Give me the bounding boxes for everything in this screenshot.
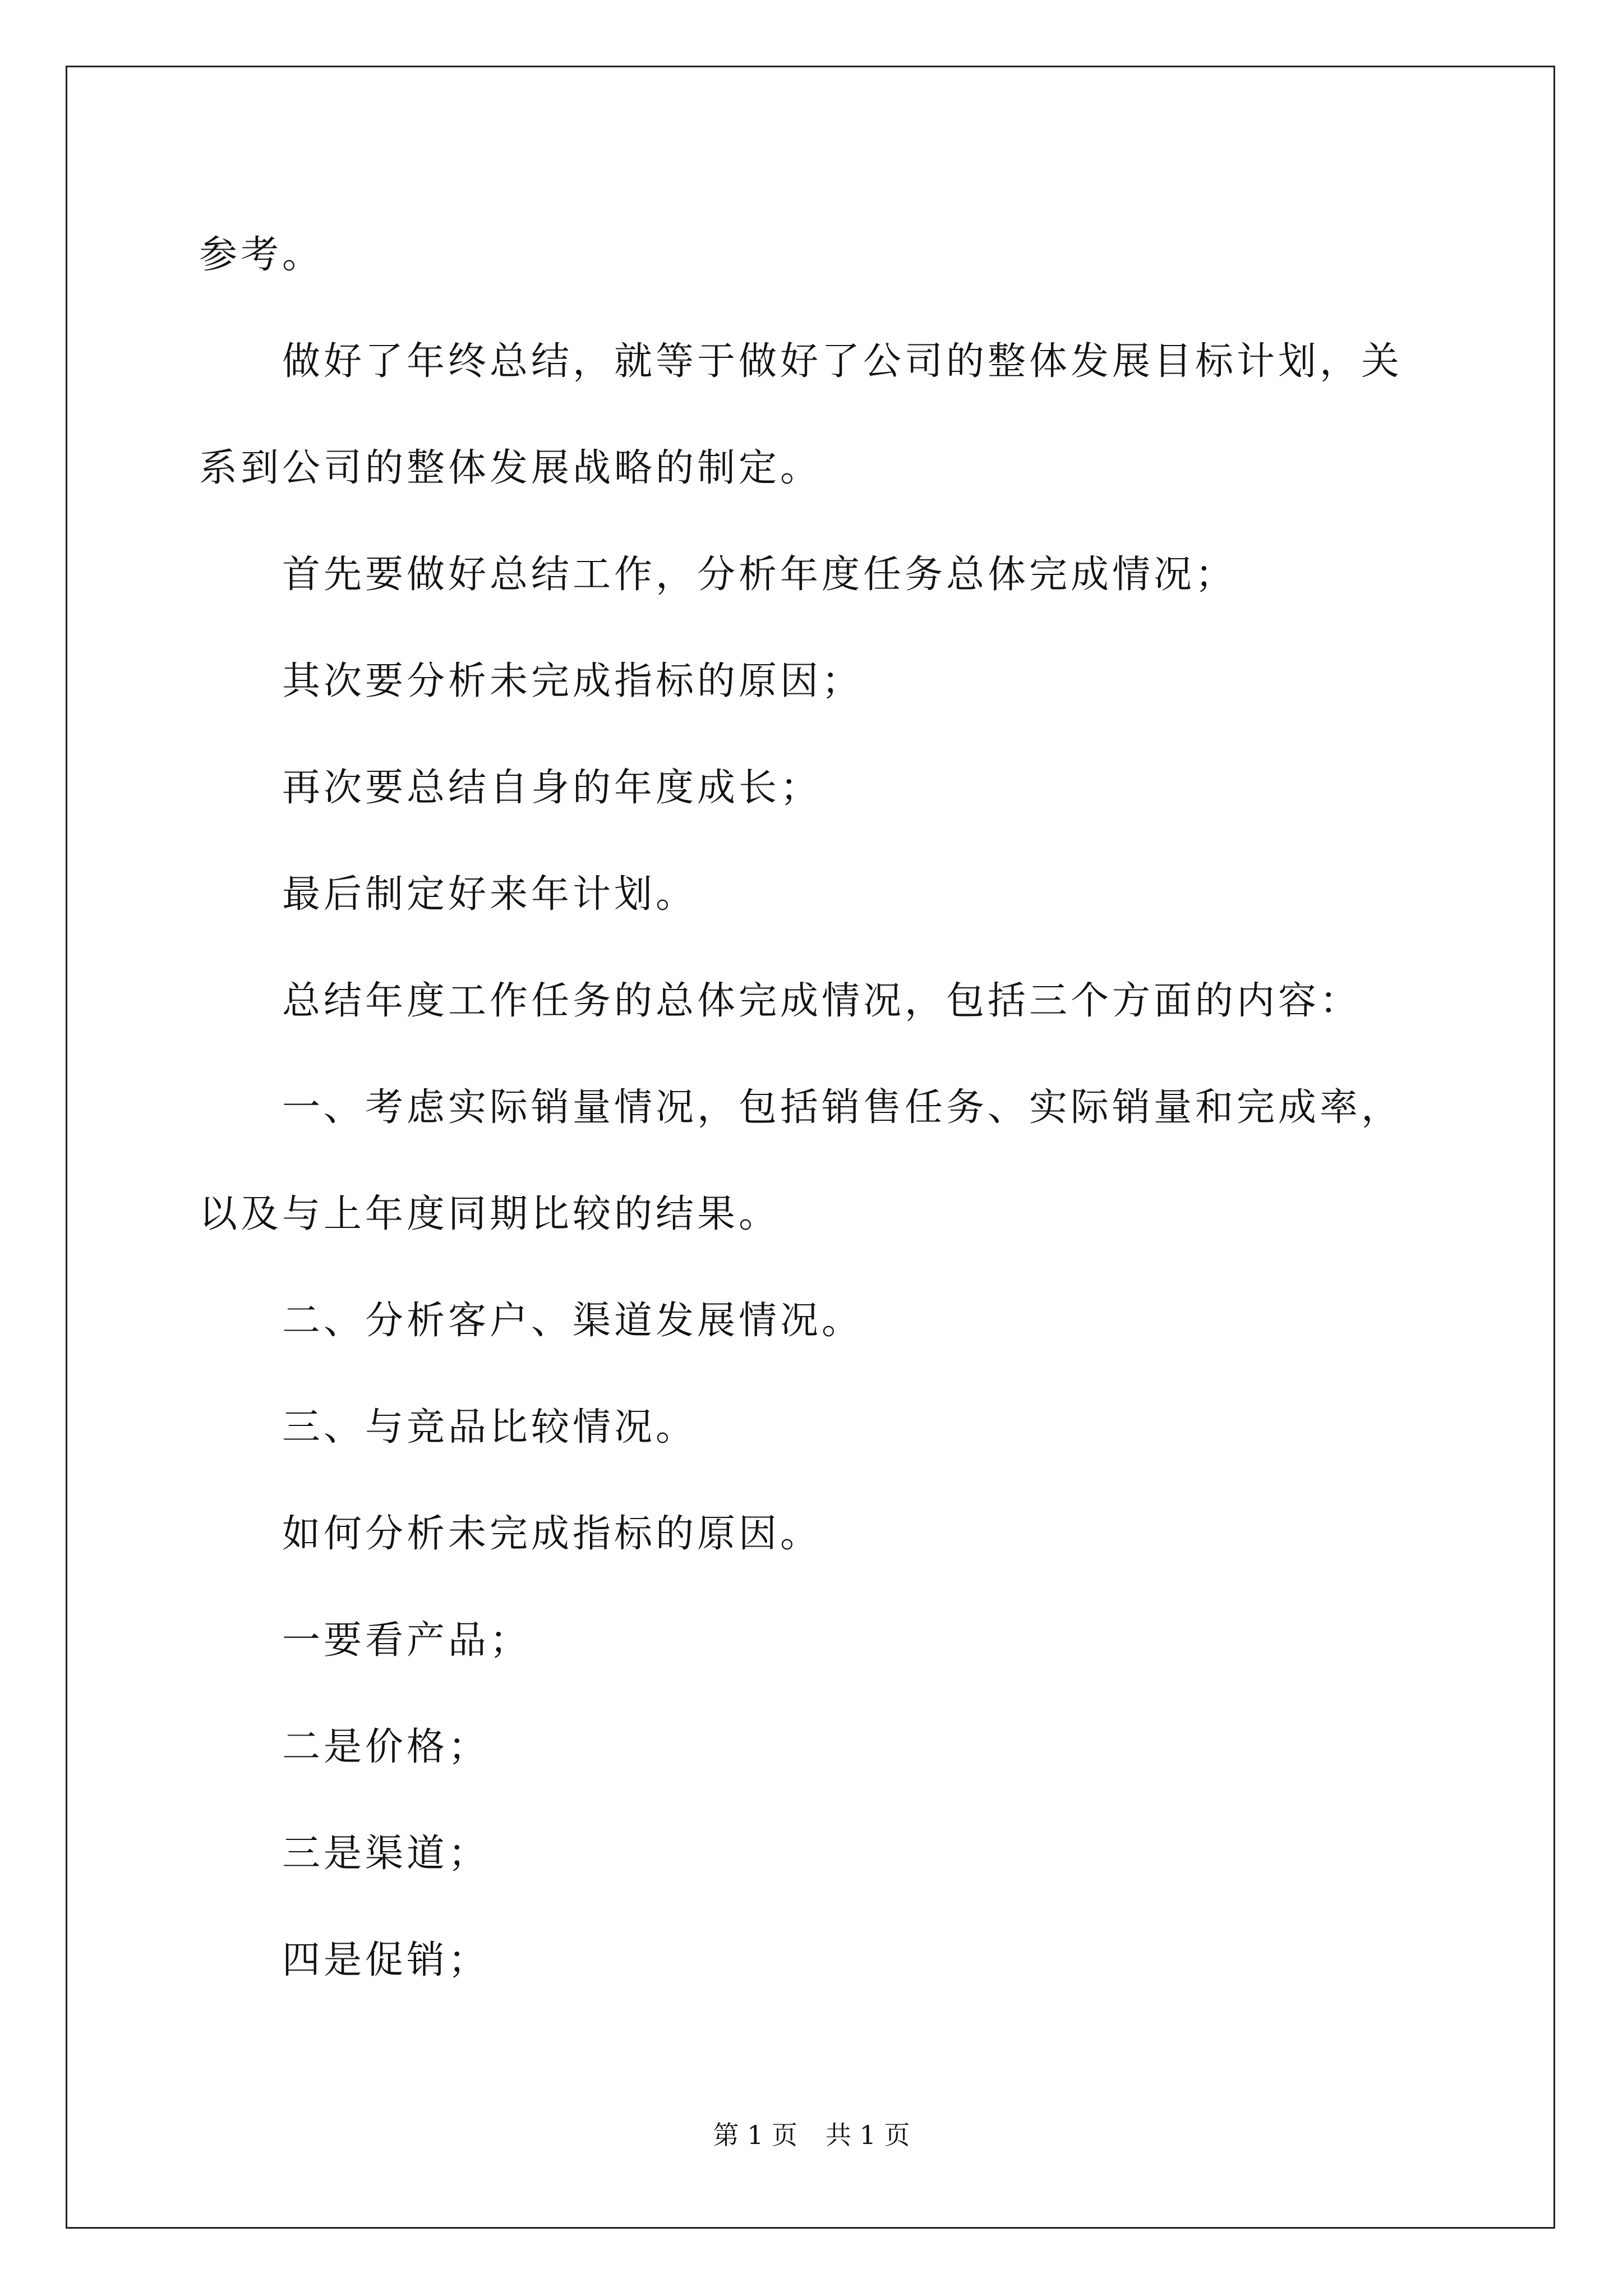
page-footer: [0, 2115, 1623, 2152]
paragraph: 总结年度工作任务的总体完成情况，包括三个方面的内容：: [282, 979, 1362, 1023]
paragraph: 二、分析客户、渠道发展情况。: [282, 1299, 864, 1343]
paragraph: 参考。: [199, 233, 324, 277]
document-body: [199, 202, 1433, 2014]
paragraph: 三是渠道；: [282, 1832, 490, 1876]
paragraph: 一要看产品；: [282, 1618, 532, 1663]
page-number: 第 1 页: [713, 2120, 797, 2150]
paragraph: 再次要总结自身的年度成长；: [282, 766, 822, 810]
paragraph: 二是价格；: [282, 1725, 490, 1769]
paragraph: 四是促销；: [282, 1938, 490, 1982]
paragraph: 做好了年终总结，就等于做好了公司的整体发展目标计划，关系到公司的整体发展战略的制定。: [199, 339, 1403, 490]
paragraph: 其次要分析未完成指标的原因；: [282, 659, 864, 703]
paragraph: 最后制定好来年计划。: [282, 872, 698, 917]
paragraph: 如何分析未完成指标的原因。: [282, 1512, 822, 1556]
paragraph: 三、与竞品比较情况。: [282, 1405, 698, 1450]
paragraph: 一、考虑实际销量情况，包括销售任务、实际销量和完成率，以及与上年度同期比较的结果。: [199, 1085, 1403, 1236]
paragraph: 首先要做好总结工作，分析年度任务总体完成情况；: [282, 553, 1237, 597]
page-total: 共 1 页: [826, 2120, 910, 2150]
